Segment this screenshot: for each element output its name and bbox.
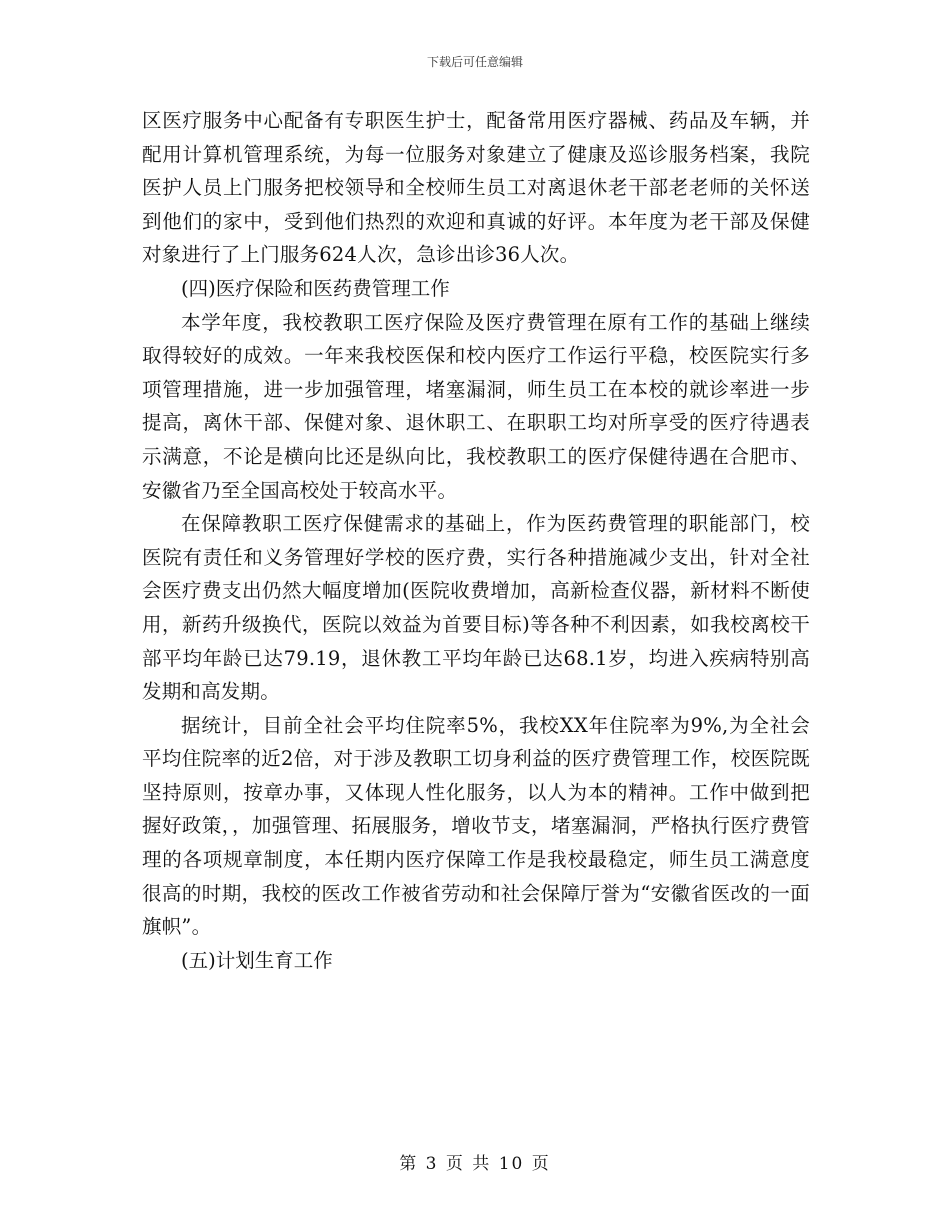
document-body — [142, 104, 810, 977]
section-heading-5: (五)计划生育工作 — [181, 948, 333, 972]
page-number: 第 3 页 共 10 页 — [399, 1154, 551, 1174]
paragraph-continued: 区医疗服务中心配备有专职医生护士，配备常用医疗器械、药品及车辆，并配用计算机管理系统，为每一位服务对象建立了健康及巡诊服务档案，我院医护人员上门服务把校领导和全校师生员工对离退休老干部老老师的关怀送到他们的家中，受到他们热烈的欢迎和真诚的好评。本年度为老干部及保健对象进行了上门服务624人次，急诊出诊36人次。 — [142, 109, 810, 267]
page-header: 下载后可任意编辑 — [426, 55, 523, 69]
section-heading-4: (四)医疗保险和医药费管理工作 — [181, 276, 450, 300]
paragraph-cost-management: 在保障教职工医疗保健需求的基础上，作为医药费管理的职能部门，校医院有责任和义务管理好学校的医疗费，实行各种措施减少支出，针对全社会医疗费支出仍然大幅度增加(医院收费增加，高新检查仪器，新材料不断使用，新药升级换代，医院以效益为首要目标)等各种不利因素，如我校离校干部平均年龄已达79.19，退休教工平均年龄已达68.1岁，均进入疾病特别高发期和高发期。 — [142, 512, 810, 704]
paragraph-insurance: 本学年度，我校教职工医疗保险及医疗费管理在原有工作的基础上继续取得较好的成效。一年来我校医保和校内医疗工作运行平稳，校医院实行多项管理措施，进一步加强管理，堵塞漏洞，师生员工在本校的就诊率进一步提高，离休干部、保健对象、退休职工、在职职工均对所享受的医疗待遇表示满意，不论是横向比还是纵向比，我校教职工的医疗保健待遇在合肥市、安徽省乃至全国高校处于较高水平。 — [142, 310, 810, 502]
paragraph-statistics: 据统计，目前全社会平均住院率5%，我校XX年住院率为9%,为全社会平均住院率的近2倍，对于涉及教职工切身利益的医疗费管理工作，校医院既坚持原则，按章办事，又体现人性化服务，以人为本的精神。工作中做到把握好政策，，加强管理、拓展服务，增收节支，堵塞漏洞，严格执行医疗费管理的各项规章制度，本任期内医疗保障工作是我校最稳定，师生员工满意度很高的时期，我校的医改工作被省劳动和社会保障厅誉为“安徽省医改的一面旗帜”。 — [142, 713, 810, 939]
